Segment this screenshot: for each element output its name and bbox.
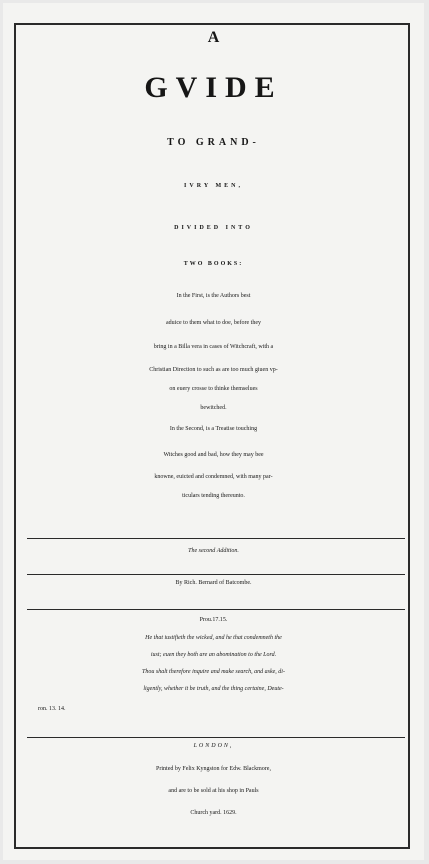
title-line-two-books: TWO BOOKS: [183, 261, 244, 267]
title-line-iury-men: IVRY MEN, [184, 183, 243, 189]
first-book-line: on euery crosse to thinke themselues [169, 386, 258, 392]
divider-rule [27, 538, 405, 539]
first-book-line: bring in a Billa vera in cases of Witchcraft, with a [153, 344, 274, 350]
scripture-line: ron. 13. 14. [38, 706, 66, 712]
edition-note: The second Addition. [188, 548, 239, 554]
divider-rule [27, 737, 405, 738]
title-page [3, 3, 424, 860]
divider-rule [27, 609, 405, 610]
imprint-city: LONDON, [193, 743, 234, 749]
first-book-line: aduice to them what to doe, before they [166, 320, 261, 326]
divider-rule [27, 574, 405, 575]
scripture-line: iust; euen they both are an abomination to the Lord. [150, 652, 277, 658]
title-word-a: A [207, 29, 220, 46]
first-book-line: bewitched. [200, 405, 227, 411]
second-book-line: In the Second, is a Treatise touching [169, 426, 258, 432]
title-line-to-grand: TO GRAND- [167, 137, 260, 148]
first-book-line: Christian Direction to such as are too much giuen vp- [149, 367, 278, 373]
imprint-line: Printed by Felix Kyngston for Edw. Blackmore, [156, 766, 271, 772]
scripture-reference: Prou.17.15. [199, 617, 228, 623]
scripture-line: He that iustifieth the wicked, and he that condemneth the [145, 635, 282, 641]
title-word-guide: GVIDE [144, 71, 283, 104]
imprint-line: Church yard. 1629. [190, 810, 237, 816]
second-book-line: ticulars tending thereunto. [182, 493, 245, 499]
title-line-divided-into: DIVIDED INTO [174, 225, 253, 231]
second-book-line: knowne, euicted and condemned, with many par- [154, 474, 273, 480]
first-book-line: In the First, is the Authors best [176, 293, 251, 299]
second-book-line: Witches good and bad, how they may bee [163, 452, 264, 458]
scripture-line: ligently, whether it be truth, and the thing certaine, Deute- [143, 686, 284, 692]
author-line: By Rich. Bernard of Batcombe. [175, 580, 252, 586]
imprint-line: and are to be sold at his shop in Pauls [168, 788, 259, 794]
scripture-line: Thou shalt therefore inquire and make search, and aske, di- [142, 669, 285, 675]
